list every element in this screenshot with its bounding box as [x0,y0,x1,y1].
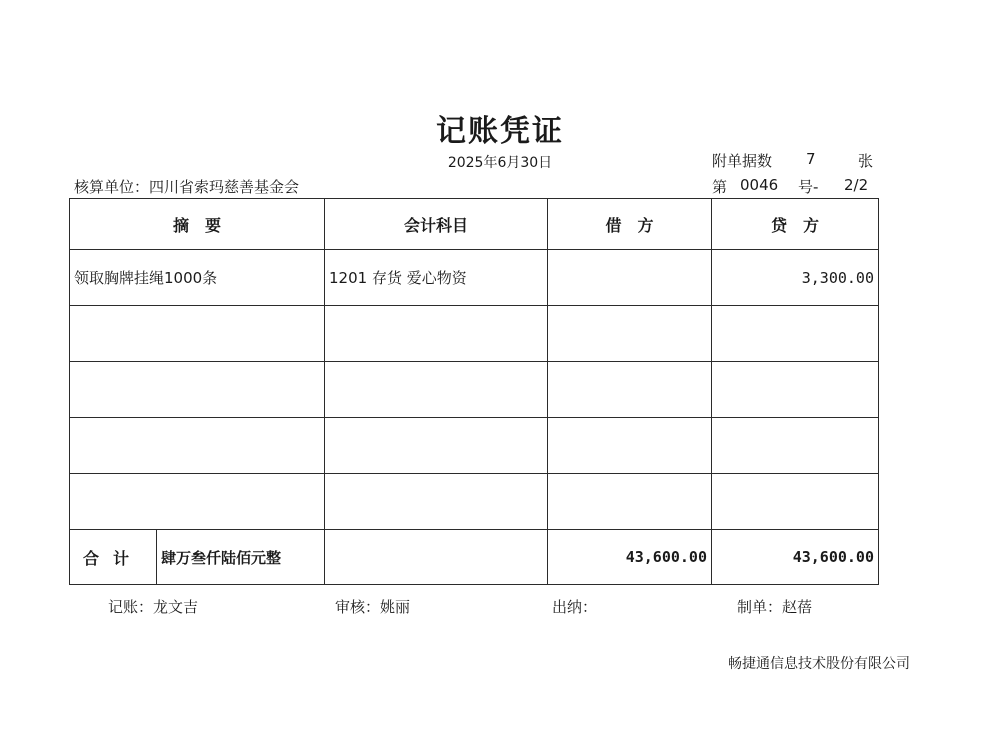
total-credit: 43,600.00 [712,530,879,585]
attach-unit: 张 [858,152,874,170]
seq-prefix: 第 [712,178,728,196]
cell-debit [548,418,712,474]
cell-credit [712,362,879,418]
accounting-unit [74,176,299,197]
total-account-cell [325,530,548,585]
table-row [70,362,879,418]
table-row [70,250,879,306]
cell-debit [548,474,712,530]
voucher-date: 2025年6月30日 [447,155,553,171]
attach-label: 附单据数 [712,152,773,170]
cell-credit [712,474,879,530]
cell-summary [70,418,325,474]
total-debit: 43,600.00 [548,530,712,585]
table-header-row [70,199,879,250]
voucher-table [69,198,879,585]
cell-debit [548,306,712,362]
total-amount-words: 肆万叁仟陆佰元整 [161,548,282,567]
unit-label: 核算单位： [74,178,150,196]
total-row [70,530,879,585]
unit-name: 四川省索玛慈善基金会 [149,178,300,196]
cashier-signature: 出纳： [552,598,598,616]
cell-account: 1201 存货 爱心物资 [325,250,548,306]
cell-credit [712,418,879,474]
cell-debit [548,250,712,306]
cell-summary [70,474,325,530]
voucher-title: 记账凭证 [436,114,564,149]
cell-summary [70,362,325,418]
preparer-signature: 制单：赵蓓 [737,598,813,616]
seq-suffix: 号- [798,178,819,196]
header-debit: 借 方 [548,199,712,250]
cell-account [325,306,548,362]
cell-debit [548,362,712,418]
seq-number: 0046 [740,176,779,194]
cell-account [325,362,548,418]
attach-count: 7 [806,150,816,168]
header-summary: 摘 要 [70,199,325,250]
table-row [70,306,879,362]
reviewer-signature: 审核：姚丽 [335,598,411,616]
total-label: 合计 [70,530,157,584]
total-cell [70,530,325,585]
cell-credit [712,306,879,362]
cell-summary: 领取胸牌挂绳1000条 [70,250,325,306]
cell-account [325,418,548,474]
header-account: 会计科目 [325,199,548,250]
software-company: 畅捷通信息技术股份有限公司 [728,656,910,672]
cell-account [325,474,548,530]
table-row [70,474,879,530]
seq-page: 2/2 [844,176,869,194]
cell-credit: 3,300.00 [712,250,879,306]
bookkeeper-signature: 记账：龙文吉 [108,598,199,616]
table-row [70,418,879,474]
cell-summary [70,306,325,362]
header-credit: 贷 方 [712,199,879,250]
